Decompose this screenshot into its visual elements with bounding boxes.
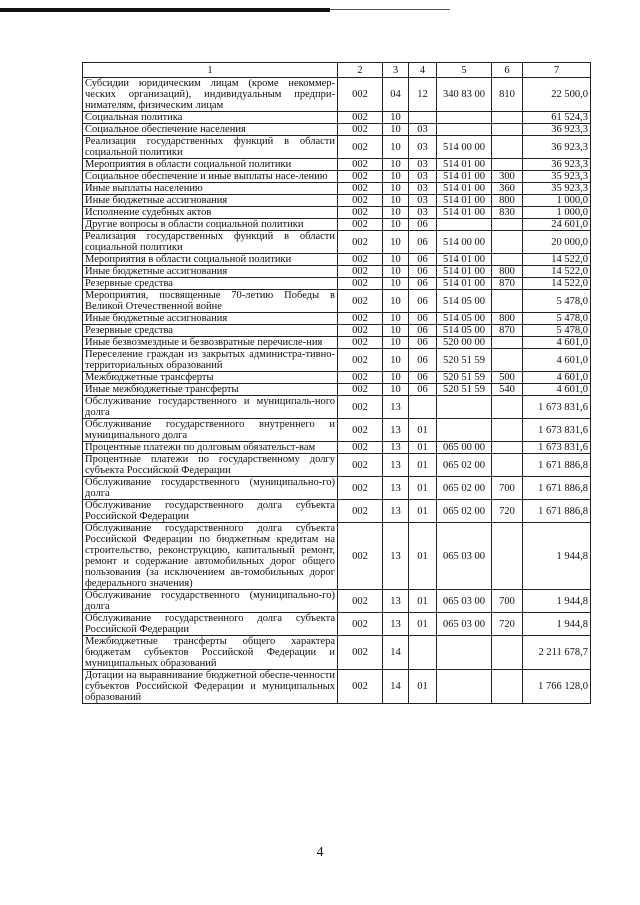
table-row (83, 442, 591, 454)
row-admin-code: 002 (338, 477, 383, 500)
row-section: 10 (383, 266, 409, 278)
row-target-article: 065 03 00 (437, 523, 492, 590)
row-subsection: 01 (409, 477, 437, 500)
row-name: Исполнение судебных актов (83, 207, 338, 219)
row-target-article: 514 01 00 (437, 171, 492, 183)
row-subsection: 01 (409, 442, 437, 454)
row-name: Иные бюджетные ассигнования (83, 313, 338, 325)
table-row (83, 670, 591, 704)
header-col-1: 1 (83, 63, 338, 78)
row-section: 10 (383, 124, 409, 136)
row-amount: 61 524,3 (523, 112, 591, 124)
row-expense-type (492, 290, 523, 313)
row-target-article: 514 00 00 (437, 231, 492, 254)
row-expense-type (492, 219, 523, 231)
row-amount: 2 211 678,7 (523, 636, 591, 670)
row-expense-type: 360 (492, 183, 523, 195)
row-section: 10 (383, 290, 409, 313)
table-row (83, 454, 591, 477)
table-row (83, 419, 591, 442)
table-row (83, 266, 591, 278)
row-name: Социальное обеспечение населения (83, 124, 338, 136)
table-row (83, 349, 591, 372)
row-target-article (437, 419, 492, 442)
row-subsection: 06 (409, 254, 437, 266)
row-target-article (437, 636, 492, 670)
row-section: 10 (383, 372, 409, 384)
row-amount: 14 522,0 (523, 278, 591, 290)
header-col-4: 4 (409, 63, 437, 78)
row-amount: 20 000,0 (523, 231, 591, 254)
row-expense-type (492, 136, 523, 159)
table-row (83, 337, 591, 349)
row-section: 13 (383, 477, 409, 500)
row-expense-type (492, 523, 523, 590)
table-row (83, 159, 591, 171)
row-admin-code: 002 (338, 670, 383, 704)
header-col-6: 6 (492, 63, 523, 78)
row-section: 10 (383, 384, 409, 396)
row-admin-code: 002 (338, 313, 383, 325)
row-name: Резервные средства (83, 278, 338, 290)
row-subsection (409, 636, 437, 670)
row-section: 10 (383, 159, 409, 171)
row-name: Обслуживание государственного долга субъекта Российской Федерации (83, 613, 338, 636)
row-subsection: 01 (409, 419, 437, 442)
table-row (83, 384, 591, 396)
table-row (83, 136, 591, 159)
table-row (83, 372, 591, 384)
row-amount: 1 673 831,6 (523, 419, 591, 442)
row-subsection: 01 (409, 523, 437, 590)
table-row (83, 477, 591, 500)
top-rule-thin (330, 9, 450, 10)
row-subsection: 06 (409, 313, 437, 325)
row-subsection: 06 (409, 278, 437, 290)
row-subsection: 06 (409, 372, 437, 384)
row-expense-type (492, 231, 523, 254)
row-target-article: 514 01 00 (437, 183, 492, 195)
row-expense-type: 830 (492, 207, 523, 219)
row-expense-type (492, 124, 523, 136)
row-amount: 4 601,0 (523, 372, 591, 384)
table-row (83, 290, 591, 313)
table-row (83, 207, 591, 219)
row-target-article: 065 03 00 (437, 613, 492, 636)
row-admin-code: 002 (338, 454, 383, 477)
row-expense-type: 720 (492, 500, 523, 523)
row-target-article: 514 05 00 (437, 313, 492, 325)
row-subsection: 01 (409, 613, 437, 636)
row-expense-type: 800 (492, 195, 523, 207)
row-section: 10 (383, 136, 409, 159)
table-row (83, 523, 591, 590)
row-name: Мероприятия в области социальной политики (83, 159, 338, 171)
row-name: Процентные платежи по государственному долгу субъекта Российской Федерации (83, 454, 338, 477)
row-name: Социальная политика (83, 112, 338, 124)
row-name: Межбюджетные трансферты (83, 372, 338, 384)
row-section: 10 (383, 112, 409, 124)
row-section: 10 (383, 231, 409, 254)
row-expense-type: 720 (492, 613, 523, 636)
row-expense-type (492, 636, 523, 670)
row-subsection: 03 (409, 124, 437, 136)
row-subsection: 06 (409, 219, 437, 231)
row-amount: 35 923,3 (523, 171, 591, 183)
row-expense-type (492, 454, 523, 477)
table-row (83, 636, 591, 670)
row-expense-type: 300 (492, 171, 523, 183)
row-name: Субсидии юридическим лицам (кроме некоммер-ческих организаций), индивидуальным предпри-нимателям, физическим лицам (83, 78, 338, 112)
row-section: 10 (383, 254, 409, 266)
row-admin-code: 002 (338, 171, 383, 183)
table-row (83, 124, 591, 136)
row-target-article: 520 51 59 (437, 349, 492, 372)
row-section: 13 (383, 419, 409, 442)
row-admin-code: 002 (338, 124, 383, 136)
row-amount: 22 500,0 (523, 78, 591, 112)
row-subsection: 03 (409, 159, 437, 171)
row-admin-code: 002 (338, 195, 383, 207)
row-name: Мероприятия, посвященные 70-летию Победы в Великой Отечественной войне (83, 290, 338, 313)
row-subsection: 06 (409, 231, 437, 254)
row-target-article: 065 02 00 (437, 477, 492, 500)
row-admin-code: 002 (338, 500, 383, 523)
row-section: 10 (383, 313, 409, 325)
row-target-article: 065 02 00 (437, 454, 492, 477)
row-target-article: 514 00 00 (437, 136, 492, 159)
page-number: 4 (316, 845, 324, 860)
row-admin-code: 002 (338, 337, 383, 349)
row-section: 14 (383, 636, 409, 670)
row-admin-code: 002 (338, 636, 383, 670)
row-admin-code: 002 (338, 384, 383, 396)
row-amount: 36 923,3 (523, 136, 591, 159)
row-section: 10 (383, 207, 409, 219)
row-target-article: 514 01 00 (437, 266, 492, 278)
row-section: 13 (383, 454, 409, 477)
row-expense-type (492, 670, 523, 704)
row-admin-code: 002 (338, 442, 383, 454)
row-subsection: 03 (409, 183, 437, 195)
row-admin-code: 002 (338, 396, 383, 419)
row-amount: 14 522,0 (523, 254, 591, 266)
row-admin-code: 002 (338, 372, 383, 384)
row-target-article (437, 112, 492, 124)
row-subsection: 01 (409, 590, 437, 613)
row-subsection: 01 (409, 500, 437, 523)
row-name: Иные безвозмездные и безвозвратные перечисле-ния (83, 337, 338, 349)
row-name: Процентные платежи по долговым обязательст-вам (83, 442, 338, 454)
row-subsection: 06 (409, 384, 437, 396)
row-section: 13 (383, 442, 409, 454)
table-row (83, 231, 591, 254)
row-admin-code: 002 (338, 231, 383, 254)
row-name: Обслуживание государственного внутреннего и муниципального долга (83, 419, 338, 442)
header-col-7: 7 (523, 63, 591, 78)
row-amount: 1 000,0 (523, 195, 591, 207)
row-expense-type (492, 349, 523, 372)
row-target-article: 514 01 00 (437, 278, 492, 290)
row-expense-type (492, 112, 523, 124)
row-section: 10 (383, 183, 409, 195)
table-row (83, 500, 591, 523)
row-admin-code: 002 (338, 278, 383, 290)
row-amount: 35 923,3 (523, 183, 591, 195)
row-subsection: 03 (409, 207, 437, 219)
table-row (83, 195, 591, 207)
table-row (83, 325, 591, 337)
row-admin-code: 002 (338, 290, 383, 313)
row-amount: 1 673 831,6 (523, 442, 591, 454)
row-amount: 4 601,0 (523, 349, 591, 372)
row-subsection: 12 (409, 78, 437, 112)
table-row (83, 171, 591, 183)
row-expense-type: 800 (492, 313, 523, 325)
row-amount: 1 673 831,6 (523, 396, 591, 419)
row-target-article (437, 124, 492, 136)
row-amount: 1 944,8 (523, 613, 591, 636)
row-subsection: 01 (409, 454, 437, 477)
row-target-article: 065 03 00 (437, 590, 492, 613)
row-admin-code: 002 (338, 159, 383, 171)
row-target-article: 514 01 00 (437, 159, 492, 171)
row-target-article: 514 01 00 (437, 195, 492, 207)
row-name: Иные бюджетные ассигнования (83, 266, 338, 278)
row-admin-code: 002 (338, 207, 383, 219)
row-expense-type (492, 419, 523, 442)
table-row (83, 219, 591, 231)
row-amount: 1 671 886,8 (523, 500, 591, 523)
row-subsection (409, 112, 437, 124)
row-name: Реализация государственных функций в области социальной политики (83, 231, 338, 254)
row-target-article (437, 396, 492, 419)
row-section: 13 (383, 396, 409, 419)
table-row (83, 78, 591, 112)
row-target-article: 514 01 00 (437, 207, 492, 219)
row-section: 13 (383, 500, 409, 523)
row-subsection: 06 (409, 325, 437, 337)
row-subsection: 03 (409, 136, 437, 159)
row-name: Дотации на выравнивание бюджетной обеспе-ченности субъектов Российской Федерации и муниципальных образований (83, 670, 338, 704)
row-amount: 1 671 886,8 (523, 477, 591, 500)
row-section: 10 (383, 171, 409, 183)
row-name: Обслуживание государственного долга субъекта Российской Федерации по бюджетным кредитам на строительство, реконструкцию, капитальный ремонт, ремонт и содержание автомобильных дорог общего пользования (за исключением ав-томобильных дорог федерального значения) (83, 523, 338, 590)
table-row (83, 613, 591, 636)
row-admin-code: 002 (338, 325, 383, 337)
row-target-article: 340 83 00 (437, 78, 492, 112)
row-name: Обслуживание государственного (муниципально-го) долга (83, 477, 338, 500)
row-target-article: 065 02 00 (437, 500, 492, 523)
row-admin-code: 002 (338, 613, 383, 636)
row-section: 10 (383, 219, 409, 231)
table-row (83, 112, 591, 124)
row-target-article: 520 51 59 (437, 384, 492, 396)
row-section: 10 (383, 325, 409, 337)
row-subsection: 03 (409, 171, 437, 183)
row-name: Реализация государственных функций в области социальной политики (83, 136, 338, 159)
row-expense-type: 870 (492, 278, 523, 290)
row-amount: 14 522,0 (523, 266, 591, 278)
row-amount: 4 601,0 (523, 337, 591, 349)
row-target-article: 065 00 00 (437, 442, 492, 454)
row-name: Иные межбюджетные трансферты (83, 384, 338, 396)
row-expense-type: 870 (492, 325, 523, 337)
row-target-article: 520 00 00 (437, 337, 492, 349)
table-row (83, 590, 591, 613)
row-admin-code: 002 (338, 183, 383, 195)
row-admin-code: 002 (338, 523, 383, 590)
row-amount: 24 601,0 (523, 219, 591, 231)
row-section: 10 (383, 195, 409, 207)
row-section: 10 (383, 337, 409, 349)
header-col-2: 2 (338, 63, 383, 78)
row-target-article: 520 51 59 (437, 372, 492, 384)
row-name: Межбюджетные трансферты общего характера бюджетам субъектов Российской Федерации и муниципальных образований (83, 636, 338, 670)
row-expense-type (492, 337, 523, 349)
table-row (83, 278, 591, 290)
row-amount: 36 923,3 (523, 159, 591, 171)
row-name: Мероприятия в области социальной политики (83, 254, 338, 266)
header-col-3: 3 (383, 63, 409, 78)
row-expense-type: 700 (492, 477, 523, 500)
row-subsection: 01 (409, 670, 437, 704)
row-subsection: 03 (409, 195, 437, 207)
row-name: Переселение граждан из закрытых администра-тивно-территориальных образований (83, 349, 338, 372)
row-amount: 1 944,8 (523, 523, 591, 590)
row-admin-code: 002 (338, 112, 383, 124)
row-section: 13 (383, 590, 409, 613)
table-row (83, 396, 591, 419)
row-subsection: 06 (409, 290, 437, 313)
row-amount: 36 923,3 (523, 124, 591, 136)
row-amount: 1 671 886,8 (523, 454, 591, 477)
row-admin-code: 002 (338, 419, 383, 442)
row-subsection: 06 (409, 349, 437, 372)
row-amount: 5 478,0 (523, 325, 591, 337)
row-admin-code: 002 (338, 136, 383, 159)
row-section: 14 (383, 670, 409, 704)
table-row (83, 313, 591, 325)
row-admin-code: 002 (338, 266, 383, 278)
row-section: 13 (383, 613, 409, 636)
row-expense-type: 800 (492, 266, 523, 278)
row-subsection (409, 396, 437, 419)
row-admin-code: 002 (338, 590, 383, 613)
row-subsection: 06 (409, 337, 437, 349)
row-name: Обслуживание государственного долга субъекта Российской Федерации (83, 500, 338, 523)
row-name: Обслуживание государственного (муниципально-го) долга (83, 590, 338, 613)
top-rule (0, 8, 330, 12)
budget-table (82, 62, 591, 704)
row-admin-code: 002 (338, 78, 383, 112)
row-expense-type: 700 (492, 590, 523, 613)
row-section: 13 (383, 523, 409, 590)
row-expense-type: 540 (492, 384, 523, 396)
row-section: 04 (383, 78, 409, 112)
row-name: Обслуживание государственного и муниципаль-ного долга (83, 396, 338, 419)
row-target-article: 514 05 00 (437, 290, 492, 313)
row-name: Иные бюджетные ассигнования (83, 195, 338, 207)
row-admin-code: 002 (338, 219, 383, 231)
table-row (83, 254, 591, 266)
table-header-row (83, 63, 591, 78)
row-section: 10 (383, 278, 409, 290)
row-amount: 5 478,0 (523, 313, 591, 325)
row-admin-code: 002 (338, 349, 383, 372)
row-target-article: 514 01 00 (437, 254, 492, 266)
row-admin-code: 002 (338, 254, 383, 266)
row-name: Иные выплаты населению (83, 183, 338, 195)
row-target-article (437, 670, 492, 704)
row-target-article (437, 219, 492, 231)
row-amount: 1 000,0 (523, 207, 591, 219)
row-expense-type (492, 442, 523, 454)
row-expense-type: 810 (492, 78, 523, 112)
row-expense-type (492, 396, 523, 419)
row-expense-type: 500 (492, 372, 523, 384)
row-target-article: 514 05 00 (437, 325, 492, 337)
row-expense-type (492, 159, 523, 171)
row-amount: 1 766 128,0 (523, 670, 591, 704)
row-amount: 5 478,0 (523, 290, 591, 313)
table-body (83, 78, 591, 704)
row-subsection: 06 (409, 266, 437, 278)
table-row (83, 183, 591, 195)
row-amount: 4 601,0 (523, 384, 591, 396)
row-name: Резервные средства (83, 325, 338, 337)
row-section: 10 (383, 349, 409, 372)
row-name: Социальное обеспечение и иные выплаты насе-лению (83, 171, 338, 183)
row-expense-type (492, 254, 523, 266)
row-amount: 1 944,8 (523, 590, 591, 613)
row-name: Другие вопросы в области социальной политики (83, 219, 338, 231)
header-col-5: 5 (437, 63, 492, 78)
